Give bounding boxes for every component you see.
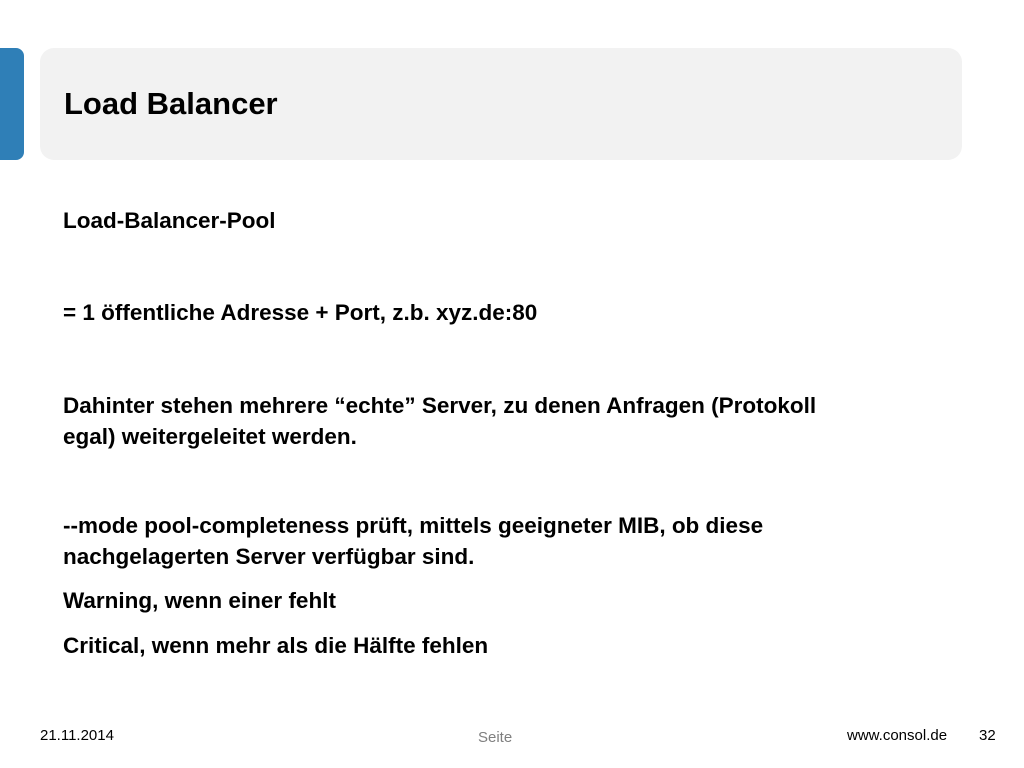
paragraph-address-port: = 1 öffentliche Adresse + Port, z.b. xyz.de:80 bbox=[63, 300, 538, 325]
paragraph-backend-servers-line-2: egal) weitergeleitet werden. bbox=[63, 424, 357, 449]
paragraph-backend-servers-line-1: Dahinter stehen mehrere “echte” Server, zu denen Anfragen (Protokoll bbox=[63, 393, 817, 418]
paragraph-pool-completeness bbox=[63, 510, 763, 572]
paragraph-critical-rule: Critical, wenn mehr als die Hälfte fehlen bbox=[63, 633, 489, 658]
accent-bar bbox=[0, 48, 24, 160]
footer-page-number: 32 bbox=[979, 727, 996, 744]
footer-website: www.consol.de bbox=[847, 727, 948, 744]
footer-page-label: Seite bbox=[478, 729, 513, 746]
title-banner bbox=[40, 48, 962, 160]
paragraph-warning-rule: Warning, wenn einer fehlt bbox=[63, 588, 336, 613]
paragraph-pool-completeness-line-2: nachgelagerten Server verfügbar sind. bbox=[63, 544, 475, 569]
page-title: Load Balancer bbox=[64, 86, 278, 121]
footer-date: 21.11.2014 bbox=[40, 727, 114, 744]
paragraph-pool-completeness-line-1: --mode pool-completeness prüft, mittels geeigneter MIB, ob diese bbox=[63, 513, 764, 538]
paragraph-pool-heading: Load-Balancer-Pool bbox=[63, 208, 276, 233]
paragraph-backend-servers bbox=[63, 390, 816, 452]
